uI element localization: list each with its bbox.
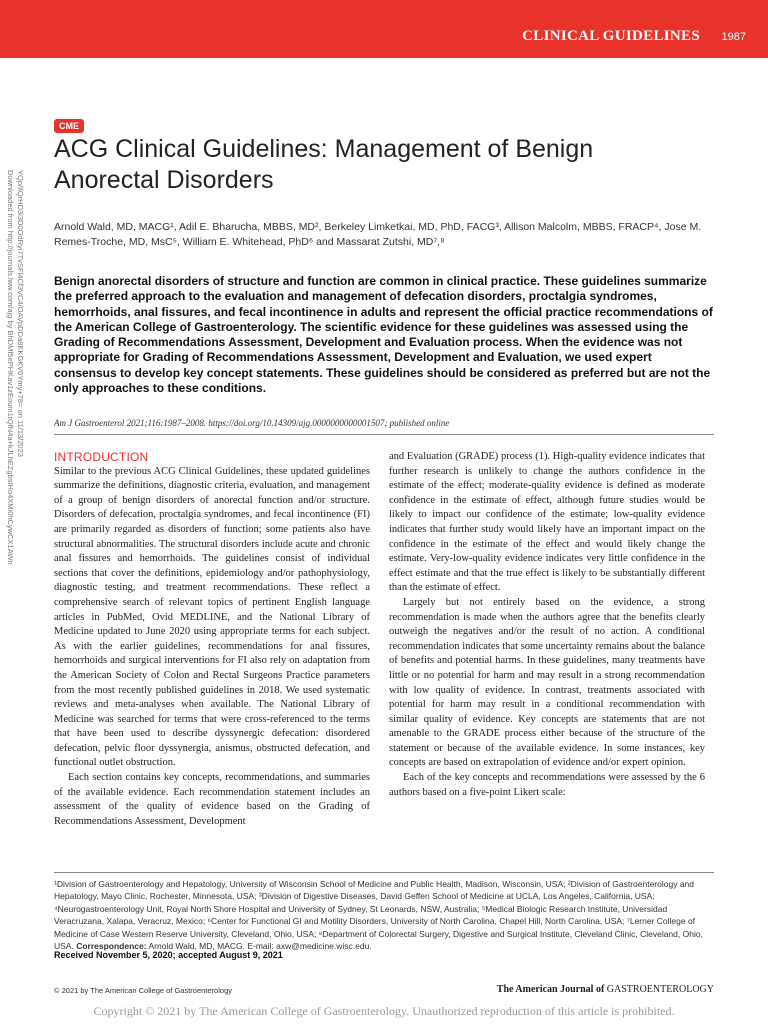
section-label: CLINICAL GUIDELINES	[522, 28, 700, 44]
received-dates: Received November 5, 2020; accepted August 9, 2021	[54, 950, 283, 960]
header-bar	[0, 0, 768, 58]
journal-title: GASTROENTEROLOGY	[606, 984, 714, 995]
citation: Am J Gastroenterol 2021;116:1987–2008. https://doi.org/10.14309/ajg.0000000000001507; published online	[54, 418, 450, 428]
section-heading-introduction: INTRODUCTION	[54, 450, 149, 464]
cme-badge: CME	[54, 119, 84, 133]
author-list: Arnold Wald, MD, MACG¹, Adil E. Bharucha, MBBS, MD², Berkeley Limketkai, MD, PhD, FACG³, Allison Malcolm, MBBS, FRACP⁴, Jose M. Remes-Troche, MD, MsC⁵, William E. Whitehead, PhD⁶ and Massarat Zutshi, MD⁷,⁸	[54, 221, 702, 248]
journal-name	[497, 984, 714, 995]
divider	[54, 434, 714, 435]
paragraph: Each of the key concepts and recommendations were assessed by the 6 authors based on a five-point Likert scale:	[389, 772, 705, 798]
page-number: 1987	[721, 31, 746, 43]
correspondence-text: Arnold Wald, MD, MACG. E-mail: axw@medicine.wisc.edu.	[146, 941, 372, 952]
correspondence-label: Correspondence:	[76, 941, 147, 952]
body-column-left	[54, 450, 370, 829]
download-watermark-line2: YQp/IlQrHD3i3D0OdRyi7TvSFl4Cf3VC4/OAVpDDa8KKGKV0Ymy+78= on 11/13/2023	[16, 170, 25, 457]
body-column-right	[389, 450, 705, 800]
paragraph: Similar to the previous ACG Clinical Guidelines, these updated guidelines summarize the definitions, diagnostic criteria, evaluation, and management of a group of benign disorders of anorectal function and/or structure. Disorders of defecation, proctalgia syndromes, and fecal incontinence (FI) are primarily regarded as disorders of function; some patients also have structural abnormalities. The structural disorders include acute and chronic anal fissures and hemorrhoids. The guidelines consist of individual sections that cover the definitions, epidemiology and/or pathophysiology, diagnostic testing, and treatment recommendations. These reflect a comprehensive search of relevant topics of pertinent English language articles in PubMed, Ovid MEDLINE, and the National Library of Medicine updated to June 2020 using appropriate terms for each subject. As with the earlier guidelines, recommendations for anal fissures, hemorrhoids and surgical interventions for FI also rely on adaptation from the American Society of Colon and Rectal Surgeons Practice parameters from the most recently published guidelines in 2018. We used systematic reviews and meta-analyses when available. The National Library of Medicine was searched for terms that were cross-referenced to the terms that have been used to describe dyssynergic defecation: disordered defecation, pelvic floor dyssynergia, anismus, obstructed defecation, and functional outlet obstruction.	[54, 465, 370, 769]
divider	[54, 872, 714, 873]
download-watermark	[3, 170, 25, 630]
affiliations-text: ¹Division of Gastroenterology and Hepatology, University of Wisconsin School of Medicine and Public Health, Madison, Wisconsin, USA; ²Division of Gastroenterology and Hepatology, Mayo Clinic, Rochester, Minnesota, USA; ³Division of Digestive Diseases, David Geffen School of Medicine at UCLA, Los Angeles, California, USA; ⁴Neurogastroenterology Unit, Royal North Shore Hospital and University of Sydney, St Leonards, NSW, Australia; ⁵Medical Biologic Research Institute, Universidad Veracruzana, Xalapa, Veracruz, Mexico; ⁶Center for Functional GI and Motility Disorders, University of North Carolina, Chapel Hill, North Carolina, USA; ⁷Lerner College of Medicine of Case Western Reserve University, Cleveland, Ohio, USA; ⁸Department of Colorectal Surgery, Digestive and Surgical Institute, Cleveland Clinic, Cleveland, Ohio, USA.	[54, 879, 703, 952]
copyright-notice: Copyright © 2021 by The American College of Gastroenterology. Unauthorized reproduction of this article is prohibited.	[93, 1004, 675, 1018]
paragraph: and Evaluation (GRADE) process (1). High-quality evidence indicates that further research is unlikely to change the authors confidence in the estimate of the effect; moderate-quality evidence is defined as moderate confidence in the estimate of effect, although future studies would be likely to impact our confidence of the estimate; low-quality evidence indicates that further study would likely have an important impact on the confidence in the estimate of the effect and would likely change the estimate. Very-low-quality evidence indicates very little confidence in the effect estimate and that the true effect is likely to be substantially different than the estimate of effect.	[389, 451, 705, 594]
abstract: Benign anorectal disorders of structure and function are common in clinical practice. These guidelines summarize the preferred approach to the evaluation and management of defecation disorders, proctalgia syndromes, hemorrhoids, anal fissures, and fecal incontinence in adults and represent the official practice recommendations of the American College of Gastroenterology. The scientific evidence for these guidelines was assessed using the Grading of Recommendations Assessment, Development and Evaluation process. When the evidence was not appropriate for Grading of Recommendations Assessment, Development and Evaluation, we used expert consensus to develop key concept statements. These guidelines should be considered as preferred but are not the only approaches to these conditions.	[54, 274, 713, 396]
journal-prefix: The American Journal of	[496, 984, 607, 995]
paragraph: Largely but not entirely based on the evidence, a strong recommendation is made when the authors agree that the benefits clearly outweigh the negatives and/or the result of no action. A conditional recommendation indicates that some uncertainty remains about the balance of benefits and potential harms. In these guidelines, many treatments have little or no potential for harm and may result in a strong recommendation with low quality of evidence. In contrast, treatments associated with potential for harm may result in a conditional recommendation with similar quality of evidence. Key concepts are statements that are not amenable to the GRADE process either because of the structure of the statement or because of the available evidence. In some instances, key concepts are based on extrapolation of evidence and/or expert opinion.	[389, 596, 705, 769]
footer-copyright-line: © 2021 by The American College of Gastroenterology	[54, 986, 232, 995]
paragraph: Each section contains key concepts, recommendations, and summaries of the available evidence. Each recommendation statement includes an assessment of the quality of evidence based on the Grading of Recommendations Assessment, Development	[54, 772, 370, 827]
affiliations	[54, 878, 714, 952]
article-title: ACG Clinical Guidelines: Management of Benign Anorectal Disorders	[54, 135, 594, 194]
download-watermark-line1: Downloaded from http://journals.lww.com/ajg by BhDMf5ePHKav1zEoum1tQfN4a+kJLhEZgbsIHo4XMi0hCywCX1AWn	[6, 170, 15, 565]
